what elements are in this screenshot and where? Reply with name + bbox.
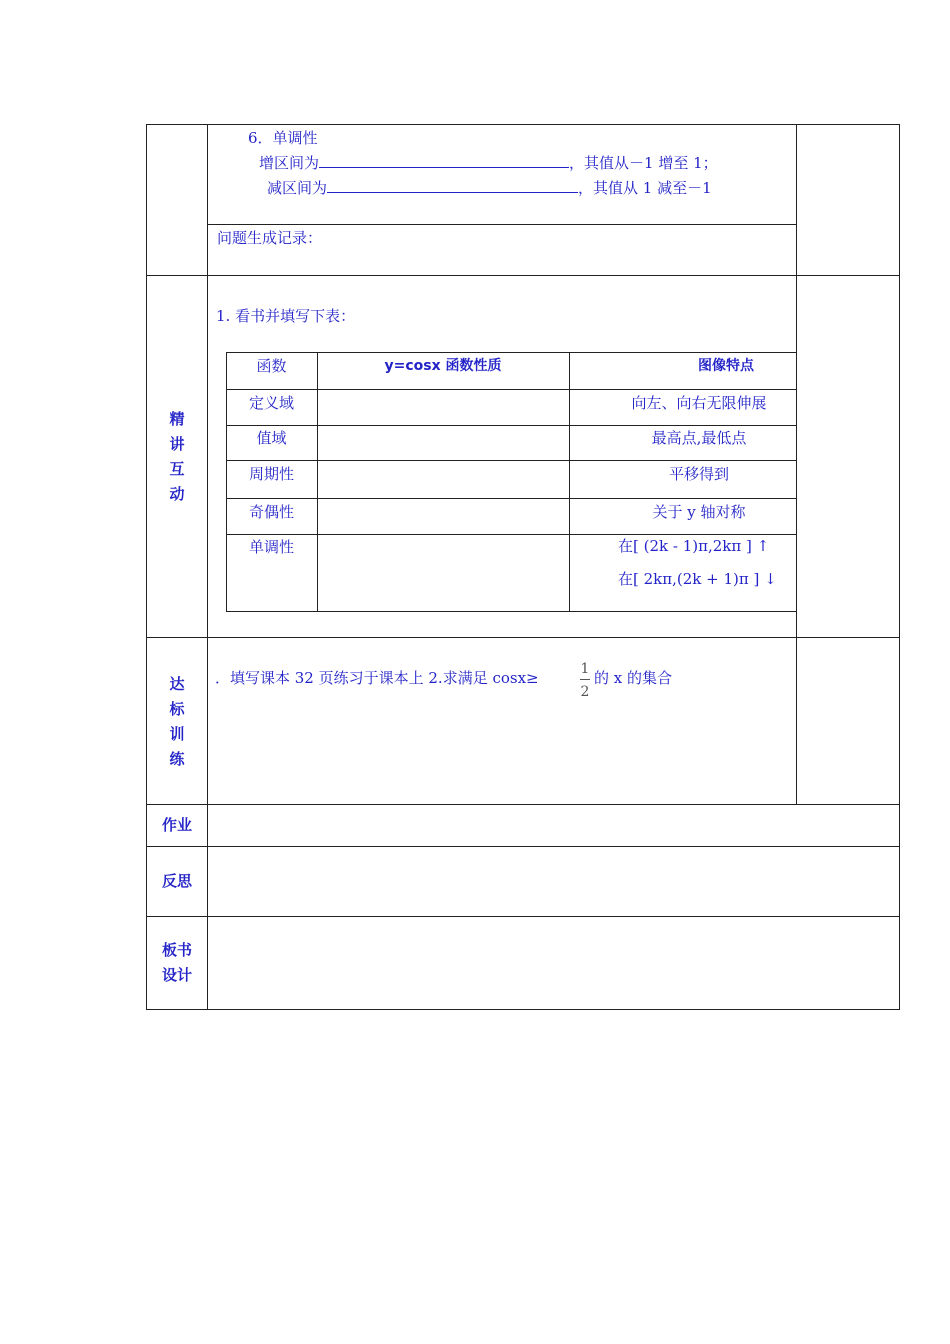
row-divider-3 (146, 804, 900, 805)
section-label-homework: 作业 (161, 816, 192, 834)
fraction-denominator: 2 (580, 684, 590, 700)
problem-record-label: 问题生成记录： (217, 229, 323, 247)
table-instruction: 1. 看书并填写下表： (216, 307, 356, 325)
increasing-suffix: ，其值从－1 增至 1； (569, 154, 718, 172)
header-graph-features: 图像特点 (698, 358, 754, 374)
row-parity-label: 奇偶性 (248, 503, 294, 521)
row-divider-2 (146, 637, 900, 638)
section-label-practice: 达 标 训 练 (169, 675, 185, 768)
row-domain-label: 定义域 (248, 394, 294, 412)
header-cosx-properties: y=cosx 函数性质 (384, 358, 502, 374)
section-label-reflection: 反思 (161, 872, 192, 890)
label-column-divider (207, 124, 208, 1010)
decreasing-interval-blank[interactable] (327, 178, 578, 193)
increasing-interval-blank[interactable] (319, 153, 569, 168)
row-range-label: 值域 (256, 429, 287, 447)
row-range-feature: 最高点,最低点 (651, 429, 747, 447)
table-border-top (146, 124, 900, 125)
fraction-numerator: 1 (580, 661, 590, 677)
section-label-board-design: 板书 设计 (161, 941, 192, 984)
fraction-bar (580, 679, 590, 680)
row-parity-feature: 关于 y 轴对称 (652, 503, 746, 521)
row-monotonicity-decreasing: 在[ 2kπ,(2k + 1)π ] ↓ (618, 570, 777, 588)
header-function: 函数 (256, 357, 287, 375)
row-domain-feature: 向左、向右无限伸展 (631, 394, 767, 412)
monotonicity-heading: 6．单调性 (248, 129, 318, 147)
note-column-divider (796, 124, 797, 805)
section-label-lecture: 精 讲 互 动 (169, 410, 185, 503)
decreasing-interval-line (267, 178, 712, 198)
row-period-feature: 平移得到 (668, 465, 729, 483)
table-border-right (899, 124, 900, 1010)
practice-text-after: 的 x 的集合 (594, 669, 672, 687)
record-divider (207, 224, 797, 225)
table-border-bottom (146, 1009, 900, 1010)
increasing-interval-line (259, 153, 718, 173)
decreasing-suffix: ，其值从 1 减至－1 (578, 179, 712, 197)
decreasing-prefix: 减区间为 (267, 179, 328, 197)
increasing-prefix: 增区间为 (259, 154, 320, 172)
row-period-label: 周期性 (248, 465, 294, 483)
row-divider-5 (146, 916, 900, 917)
row-monotonicity-label: 单调性 (248, 538, 294, 556)
practice-text-before: ．填写课本 32 页练习于课本上 2.求满足 cosx≥ (215, 669, 539, 687)
row-divider-1 (146, 275, 900, 276)
row-divider-4 (146, 846, 900, 847)
row-monotonicity-increasing: 在[ (2k - 1)π,2kπ ] ↑ (618, 537, 770, 555)
